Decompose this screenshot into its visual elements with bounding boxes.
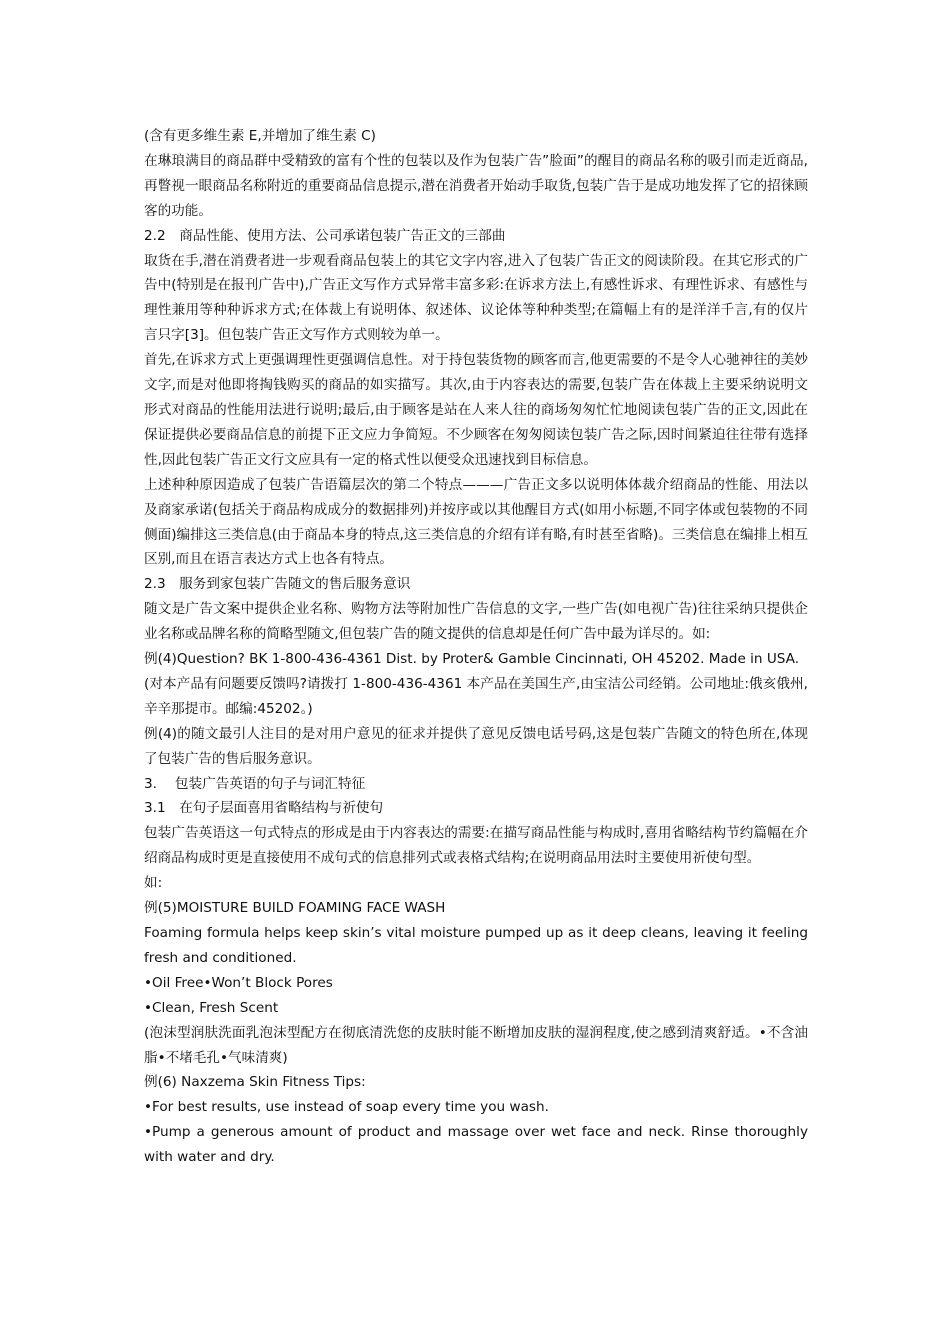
paragraph-supplementary-text: 随文是广告文案中提供企业名称、购物方法等附加性广告信息的文字,一些广告(如电视广告)往往采纳只提供企业名称或品牌名称的简略型随文,但包装广告的随文提供的信息却是任何广告中最为详尽的。如: bbox=[144, 601, 808, 643]
paragraph-example-4: 例(4)Question? BK 1-800-436-4361 Dist. by Proter& Gamble Cincinnati, OH 45202. Made in USA. bbox=[144, 651, 800, 668]
document-body bbox=[144, 124, 808, 1170]
paragraph-example-5-bullet-1: •Oil Free•Won’t Block Pores bbox=[144, 974, 333, 991]
paragraph-example-5-title: 例(5)MOISTURE BUILD FOAMING FACE WASH bbox=[144, 900, 446, 917]
paragraph-sentence-features: 包装广告英语这一句式特点的形成是由于内容表达的需要:在描写商品性能与构成时,喜用省略结构节约篇幅在介绍商品构成时更是直接使用不成句式的信息排列式或表格式结构;在说明商品用法时主要使用祈使句型。 bbox=[144, 825, 808, 867]
paragraph-vitamin-note: (含有更多维生素 E,并增加了维生素 C) bbox=[144, 128, 376, 144]
paragraph-attraction: 在琳琅满目的商品群中受精致的富有个性的包装以及作为包装广告”脸面”的醒目的商品名称的吸引而走近商品,再瞥视一眼商品名称附近的重要商品信息提示,潜在消费者开始动手取货,包装广告于是成功地发挥了它的招徕顾客的功能。 bbox=[144, 152, 808, 219]
section-heading-2-3: 2.3 服务到家包装广告随文的售后服务意识 bbox=[144, 576, 411, 593]
section-heading-3-1: 3.1 在句子层面喜用省略结构与祈使句 bbox=[144, 800, 384, 817]
section-heading-2-2: 2.2 商品性能、使用方法、公司承诺包装广告正文的三部曲 bbox=[144, 227, 506, 244]
paragraph-appeal-style: 首先,在诉求方式上更强调理性更强调信息性。对于持包装货物的顾客而言,他更需要的不是令人心驰神往的美妙文字,而是对他即将掏钱购买的商品的如实描写。其次,由于内容表达的需要,包装广告在体裁上主要采纳说明文形式对商品的性能用法进行说明;最后,由于顾客是站在人来人往的商场匆匆忙忙地阅读包装广告的正文,因此在保证提供必要商品信息的前提下正文应力争简短。不少顾客在匆匆阅读包装广告之际,因时间紧迫往往带有选择性,因此包装广告正文行文应具有一定的格式性以便受众迅速找到目标信息。 bbox=[144, 352, 808, 468]
paragraph-example-6-title: 例(6) Naxzema Skin Fitness Tips: bbox=[144, 1074, 366, 1091]
paragraph-example-5-body: Foaming formula helps keep skin’s vital moisture pumped up as it deep cleans, leaving it feeling fresh and conditioned. bbox=[144, 925, 808, 966]
paragraph-example-6-bullet-2: •Pump a generous amount of product and massage over wet face and neck. Rinse thoroughly with water and dry. bbox=[144, 1124, 808, 1166]
paragraph-body-text-reading: 取货在手,潜在消费者进一步观看商品包装上的其它文字内容,进入了包装广告正文的阅读阶段。在其它形式的广告中(特别是在报刊广告中),广告正文写作方式异常丰富多彩:在诉求方法上,有感性诉求、有理性诉求、有感性与理性兼用等种种诉求方式;在体裁上有说明体、叙述体、议论体等种种类型;在篇幅上有的是洋洋千言,有的仅片言只字[3]。但包装广告正文写作方式则较为单一。 bbox=[144, 252, 808, 344]
paragraph-example-5-translation: (泡沫型润肤洗面乳泡沫型配方在彻底清洗您的皮肤时能不断增加皮肤的湿润程度,使之感到清爽舒适。•不含油脂•不堵毛孔•气味清爽) bbox=[144, 1024, 808, 1066]
paragraph-second-feature: 上述种种原因造成了包装广告语篇层次的第二个特点———广告正文多以说明体体裁介绍商品的性能、用法以及商家承诺(包括关于商品构成成分的数据排列)并按序或以其他醒目方式(如用小标题,不同字体或包装物的不同侧面)编排这三类信息(由于商品本身的特点,这三类信息的介绍有详有略,有时甚至省略)。三类信息在编排上相互区别,而且在语言表达方式上也各有特点。 bbox=[144, 476, 808, 568]
paragraph-example-4-analysis: 例(4)的随文最引人注目的是对用户意见的征求并提供了意见反馈电话号码,这是包装广告随文的特色所在,体现了包装广告的售后服务意识。 bbox=[144, 725, 808, 767]
paragraph-example-4-translation: (对本产品有问题要反馈吗?请拨打 1-800-436-4361 本产品在美国生产,由宝洁公司经销。公司地址:俄亥俄州,辛辛那提市。邮编:45202。) bbox=[144, 675, 808, 717]
paragraph-example-6-bullet-1: •For best results, use instead of soap every time you wash. bbox=[144, 1099, 549, 1116]
section-heading-3: 3. 包装广告英语的句子与词汇特征 bbox=[144, 775, 366, 792]
paragraph-example-5-bullet-2: •Clean, Fresh Scent bbox=[144, 999, 279, 1016]
paragraph-for-example: 如: bbox=[144, 875, 163, 892]
